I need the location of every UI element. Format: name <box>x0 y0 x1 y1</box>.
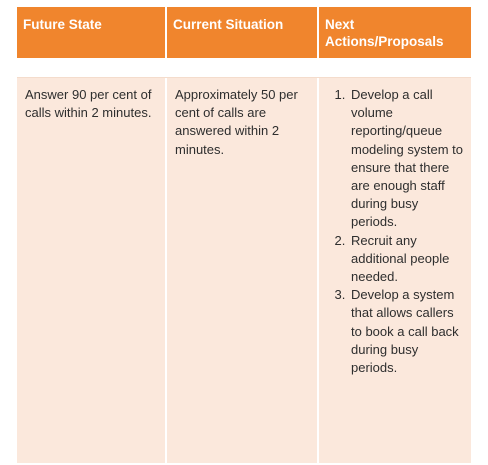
next-actions-cell <box>319 78 471 463</box>
header-current-situation: Current Situation <box>167 7 319 58</box>
action-item-3: 3. Develop a system that allows callers to book a call back during busy periods. <box>349 286 463 377</box>
future-state-cell: Answer 90 per cent of calls within 2 minutes. <box>17 78 167 463</box>
spacer-cell <box>319 58 471 78</box>
spacer-cell <box>167 58 319 78</box>
action-item-2: 2. Recruit any additional people needed. <box>349 232 463 287</box>
spacer-row <box>17 58 471 78</box>
table-row <box>17 78 471 463</box>
header-row <box>17 7 471 58</box>
header-future-state: Future State <box>17 7 167 58</box>
current-situation-cell: Approximately 50 per cent of calls are answered within 2 minutes. <box>167 78 319 463</box>
plan-table <box>17 7 471 463</box>
action-item-1: 1. Develop a call volume reporting/queue modeling system to ensure that there are enough staff during busy periods. <box>349 86 463 232</box>
spacer-cell <box>17 58 167 78</box>
actions-list <box>327 86 463 377</box>
header-next-actions: Next Actions/Proposals <box>319 7 471 58</box>
